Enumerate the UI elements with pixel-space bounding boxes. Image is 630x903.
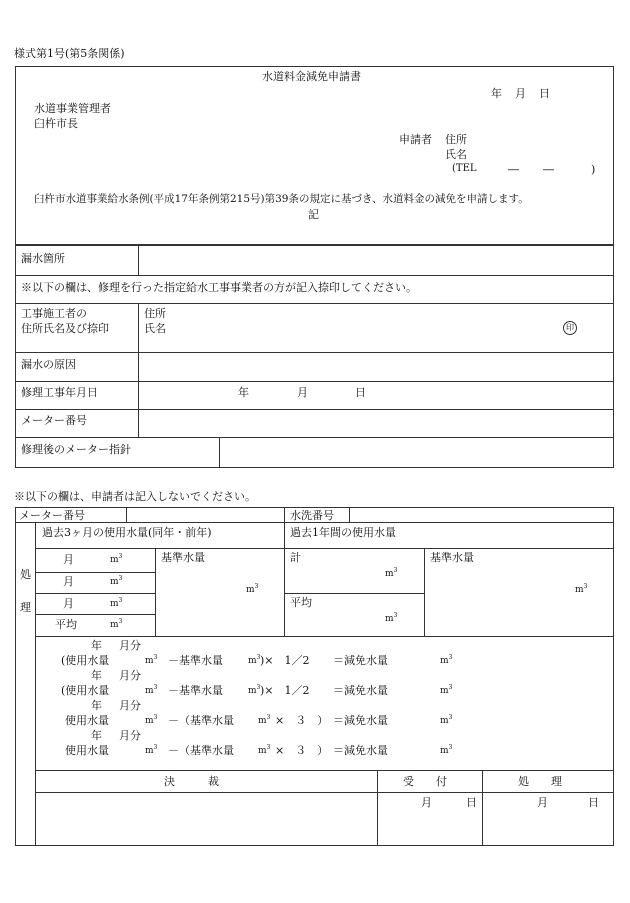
base-volume-3m-label: 基準水量 xyxy=(161,551,205,564)
usage-1year-label: 過去1年間の使用水量 xyxy=(290,526,396,539)
formula-4-triple: × ３ ） xyxy=(275,744,329,757)
repair-day: 日 xyxy=(355,386,366,399)
formula-3-base: －（基準水量 xyxy=(168,714,234,727)
unit-sup: 3 xyxy=(153,654,158,661)
formula-4-month: 月分 xyxy=(119,729,141,742)
unit-sup: 3 xyxy=(266,744,271,751)
unit-m: m xyxy=(440,746,449,756)
formula-2-unit-a xyxy=(145,685,157,696)
formula-1-unit-c xyxy=(440,655,452,666)
processing-month: 月 xyxy=(537,796,548,809)
month-row-2-unit xyxy=(110,576,122,587)
applicant-tel-label: (TEL xyxy=(452,163,477,174)
base-volume-1y-unit xyxy=(575,584,587,595)
formula-4-unit-a xyxy=(145,745,157,756)
tel-dash-2: ― xyxy=(543,163,554,176)
unit-m: m xyxy=(258,746,267,756)
unit-sup: 3 xyxy=(448,714,453,721)
tel-close-paren: ) xyxy=(591,163,596,176)
unit-sup: 3 xyxy=(153,744,158,751)
unit-sup: 3 xyxy=(153,684,158,691)
form-label: 様式第1号(第5条関係) xyxy=(14,47,125,60)
unit-m: m xyxy=(246,585,255,595)
contractor-address-label: 住所 xyxy=(144,307,166,320)
formula-1-month: 月分 xyxy=(119,639,141,652)
formula-1-half: )× 1／2 xyxy=(260,654,310,667)
unit-sup: 3 xyxy=(448,744,453,751)
unit-m: m xyxy=(110,599,119,609)
unit-m: m xyxy=(385,569,394,579)
unit-sup: 3 xyxy=(266,714,271,721)
total-1y-label: 計 xyxy=(290,551,301,564)
formula-1-base: －基準水量 xyxy=(168,654,223,667)
formula-1-year: 年 xyxy=(91,639,102,652)
addressee-line1: 水道事業管理者 xyxy=(34,102,111,115)
leak-cause-field[interactable] xyxy=(145,356,611,378)
unit-sup: 3 xyxy=(118,553,123,560)
unit-m: m xyxy=(110,577,119,587)
total-1y-unit xyxy=(385,568,397,579)
month-row-3-label: 月 xyxy=(63,597,74,610)
date-year: 年 xyxy=(491,87,502,100)
formula-3-month: 月分 xyxy=(119,699,141,712)
unit-sup: 3 xyxy=(256,684,261,691)
receipt-month: 月 xyxy=(421,796,432,809)
processing-side-label-2: 理 xyxy=(20,601,31,614)
meter-reading-label: 修理後のメーター指針 xyxy=(21,443,131,456)
repair-date-label: 修理工事年月日 xyxy=(21,386,98,399)
processing-day: 日 xyxy=(588,796,599,809)
unit-sup: 3 xyxy=(256,654,261,661)
repair-year: 年 xyxy=(238,386,249,399)
unit-m: m xyxy=(440,716,449,726)
repair-month: 月 xyxy=(297,386,308,399)
month-row-2-label: 月 xyxy=(63,575,74,588)
unit-m: m xyxy=(110,555,119,565)
formula-2-year: 年 xyxy=(91,669,102,682)
formula-4-reduced: ＝減免水量 xyxy=(333,744,388,757)
date-month: 月 xyxy=(515,87,526,100)
statement: 臼杵市水道事業給水条例(平成17年条例第215号)第39条の規定に基づき、水道料金の減免を申請します。 xyxy=(34,193,529,205)
month-row-3-unit xyxy=(110,598,122,609)
meter-number-label: メーター番号 xyxy=(21,414,87,427)
unit-m: m xyxy=(248,686,257,696)
meter-reading-field[interactable] xyxy=(224,441,611,465)
formula-1-unit-a xyxy=(145,655,157,666)
formula-3-usage: 使用水量 xyxy=(65,714,109,727)
unit-m: m xyxy=(145,746,154,756)
addressee-line2: 臼杵市長 xyxy=(34,117,78,130)
formula-4-year: 年 xyxy=(91,729,102,742)
unit-m: m xyxy=(248,656,257,666)
leak-location-field[interactable] xyxy=(145,250,611,272)
formula-3-triple: × ３ ） xyxy=(275,714,329,727)
processing-header: 処 理 xyxy=(518,775,562,788)
washing-number-label: 水洗番号 xyxy=(290,509,334,522)
contractor-label-2: 住所氏名及び捺印 xyxy=(21,322,109,335)
decision-header: 決 裁 xyxy=(164,775,219,788)
processing-side-label-1: 処 xyxy=(20,568,31,581)
office-use-note: ※以下の欄は、申請者は記入しないでください。 xyxy=(14,490,256,503)
average-1y-unit xyxy=(385,613,397,624)
unit-sup: 3 xyxy=(118,597,123,604)
ki-label: 記 xyxy=(308,208,319,221)
unit-m: m xyxy=(145,656,154,666)
average-3m-unit xyxy=(110,619,122,630)
unit-sup: 3 xyxy=(254,583,259,590)
contractor-note: ※以下の欄は、修理を行った指定給水工事事業者の方が記入捺印してください。 xyxy=(21,281,417,294)
formula-3-unit-a xyxy=(145,715,157,726)
base-volume-3m-unit xyxy=(246,584,258,595)
average-1y-label: 平均 xyxy=(290,596,312,609)
unit-m: m xyxy=(440,656,449,666)
unit-m: m xyxy=(440,686,449,696)
contractor-name-label: 氏名 xyxy=(144,322,166,335)
month-row-1-unit xyxy=(110,554,122,565)
leak-cause-label: 漏水の原因 xyxy=(21,358,76,371)
unit-m: m xyxy=(575,585,584,595)
base-volume-1y-label: 基準水量 xyxy=(430,551,474,564)
unit-m: m xyxy=(145,716,154,726)
unit-m: m xyxy=(258,716,267,726)
formula-1-reduced: ＝減免水量 xyxy=(333,654,388,667)
receipt-header: 受 付 xyxy=(403,775,447,788)
formula-2-usage: (使用水量 xyxy=(61,684,110,697)
formula-1-usage: (使用水量 xyxy=(61,654,110,667)
date-day: 日 xyxy=(539,87,550,100)
unit-m: m xyxy=(385,614,394,624)
unit-m: m xyxy=(110,620,119,630)
unit-sup: 3 xyxy=(153,714,158,721)
month-row-1-label: 月 xyxy=(63,553,74,566)
office-meter-number-label: メーター番号 xyxy=(19,509,85,522)
formula-3-unit-c xyxy=(440,715,452,726)
formula-2-unit-c xyxy=(440,685,452,696)
unit-m: m xyxy=(145,686,154,696)
formula-4-usage: 使用水量 xyxy=(65,744,109,757)
unit-sup: 3 xyxy=(118,575,123,582)
unit-sup: 3 xyxy=(448,684,453,691)
formula-2-base: －基準水量 xyxy=(168,684,223,697)
tel-dash-1: ― xyxy=(508,163,519,176)
formula-2-reduced: ＝減免水量 xyxy=(333,684,388,697)
receipt-day: 日 xyxy=(466,796,477,809)
seal-icon xyxy=(563,321,577,335)
applicant-label: 申請者 xyxy=(399,133,432,146)
office-table xyxy=(15,507,614,846)
seal-mark: 印 xyxy=(563,321,577,335)
applicant-address-label: 住所 xyxy=(445,133,467,146)
formula-4-unit-c xyxy=(440,745,452,756)
formula-2-month: 月分 xyxy=(119,669,141,682)
usage-3month-label: 過去3ヶ月の使用水量(同年・前年) xyxy=(42,526,212,539)
meter-number-field[interactable] xyxy=(145,413,611,435)
applicant-name-label: 氏名 xyxy=(445,148,467,161)
formula-2-half: )× 1／2 xyxy=(260,684,310,697)
formula-4-base: －（基準水量 xyxy=(168,744,234,757)
unit-sup: 3 xyxy=(393,612,398,619)
leak-location-label: 漏水箇所 xyxy=(21,252,65,265)
average-3m-label: 平均 xyxy=(55,618,77,631)
form-title: 水道料金減免申請書 xyxy=(262,70,361,83)
unit-sup: 3 xyxy=(583,583,588,590)
formula-3-reduced: ＝減免水量 xyxy=(333,714,388,727)
unit-sup: 3 xyxy=(393,567,398,574)
formula-2-unit-b xyxy=(248,685,260,696)
formula-1-unit-b xyxy=(248,655,260,666)
formula-3-year: 年 xyxy=(91,699,102,712)
formula-4-unit-b xyxy=(258,745,270,756)
unit-sup: 3 xyxy=(448,654,453,661)
contractor-label-1: 工事施工者の xyxy=(21,307,87,320)
unit-sup: 3 xyxy=(118,618,123,625)
formula-3-unit-b xyxy=(258,715,270,726)
